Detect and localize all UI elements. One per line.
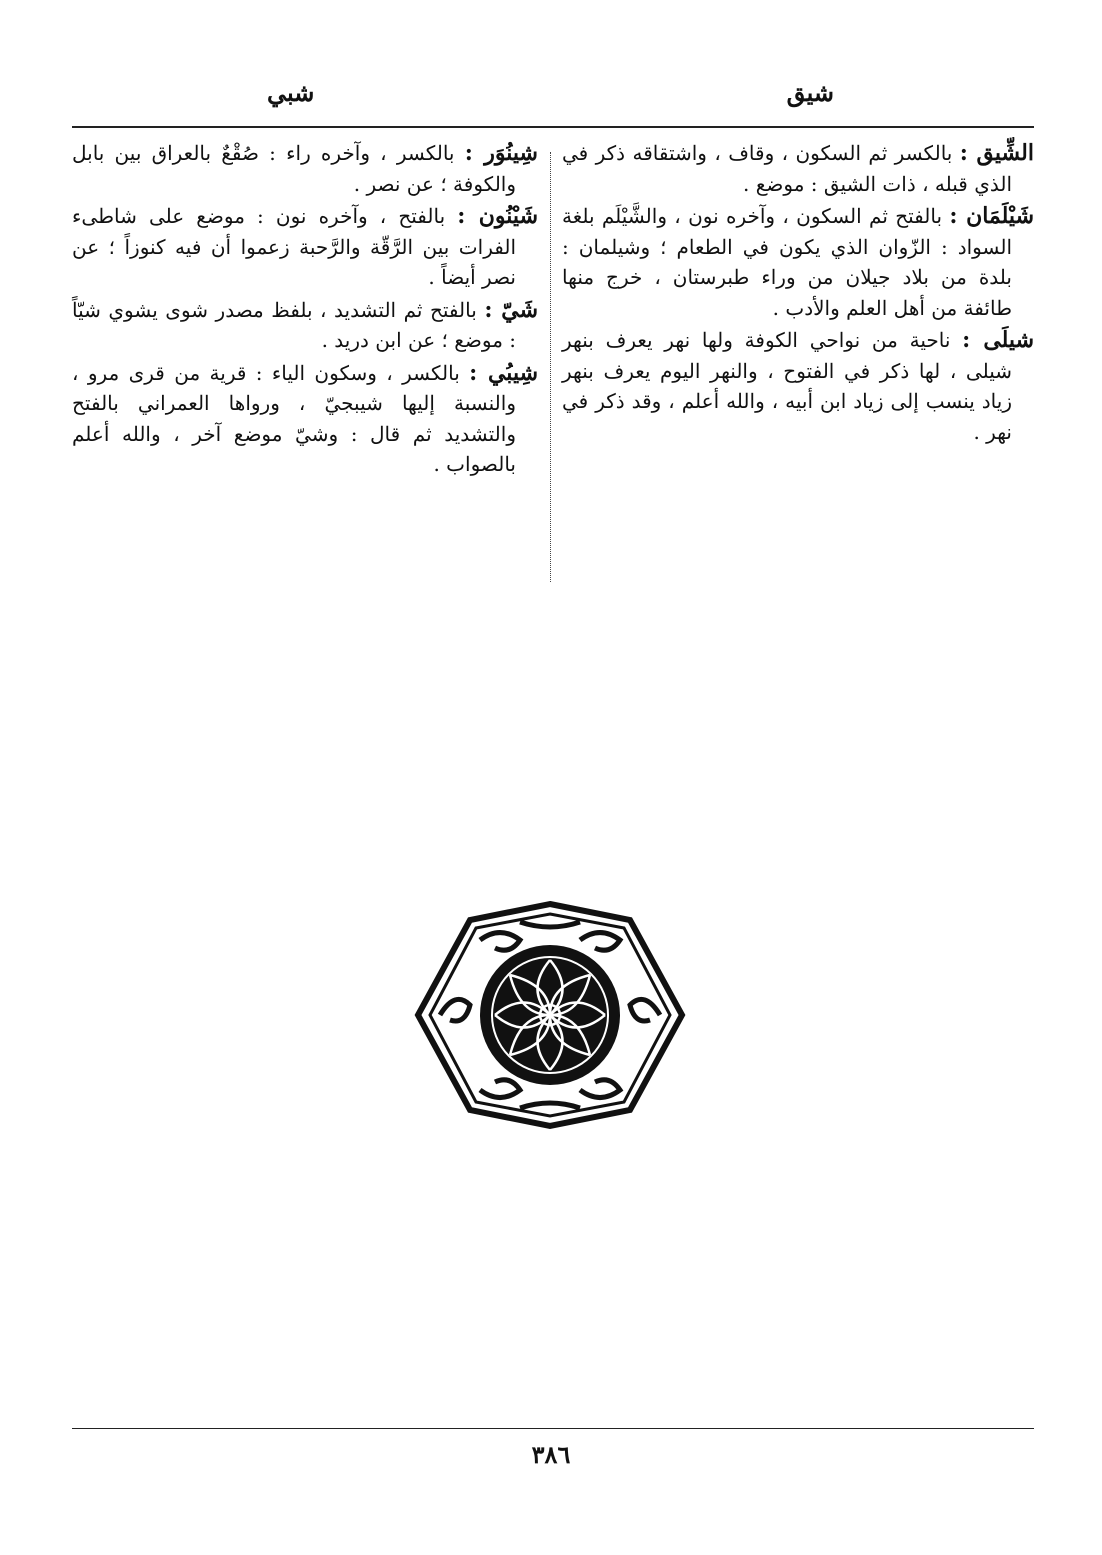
- page-number: ٣٨٦: [531, 1440, 571, 1469]
- entry-text: بالفتح ، وآخره نون : موضع على شاطىء الفرات بين الرَّقّة والرَّحبة زعموا أن فيه كنوزاً ؛ عن نصر أيضاً .: [72, 204, 516, 289]
- entry-headword: شَيْنُون :: [457, 203, 539, 229]
- entry: [72, 295, 538, 356]
- entry: [72, 358, 538, 480]
- footer-rule: [72, 1428, 1034, 1429]
- column-divider: [550, 152, 551, 582]
- running-header: [72, 78, 1034, 118]
- text-columns: [72, 138, 1034, 588]
- entry-text: ناحية من نواحي الكوفة ولها نهر يعرف بنهر شيلى ، لها ذكر في الفتوح ، والنهر اليوم يعرف بنهر زياد ينسب إلى زياد ابن أبيه ، والله أعلم ، وقد ذكر في نهر .: [562, 328, 1012, 444]
- entry-text: بالفتح ثم السكون ، وآخره نون ، والشَّيْلَم بلغة السواد : الزّوان الذي يكون في الطعام ؛ وشيلمان : بلدة من بلاد جيلان من وراء طبرستان ، خرج منها طائفة من أهل العلم والأدب .: [562, 204, 1012, 320]
- header-left-title: شبي: [267, 78, 315, 107]
- arabesque-ornament-icon: [410, 900, 690, 1130]
- entry-headword: شَيْلَمَان :: [949, 203, 1034, 229]
- entry: [562, 201, 1034, 323]
- entry: [562, 325, 1034, 447]
- entry-text: بالكسر ، وآخره راء : صُقْعٌ بالعراق بين بابل والكوفة ؛ عن نصر .: [72, 141, 516, 196]
- entry-headword: شَيّ :: [484, 296, 539, 323]
- right-column: [562, 138, 1034, 449]
- entry: [562, 138, 1034, 199]
- header-right-title: شيق: [786, 78, 834, 107]
- entry-headword: الشِّيق :: [959, 140, 1034, 166]
- entry-text: بالكسر ، وسكون الياء : قرية من قرى مرو ، والنسبة إليها شيبجيّ ، ورواها العمراني بالفتح والتشديد ثم قال : وشيّ موضع آخر ، والله أعلم بالصواب .: [72, 360, 516, 476]
- left-column: [72, 138, 538, 482]
- entry: [72, 201, 538, 293]
- entry-text: بالفتح ثم التشديد ، بلفظ مصدر شوى يشوي شيّاً : موضع ؛ عن ابن دريد .: [72, 297, 516, 352]
- entry-text: بالكسر ثم السكون ، وقاف ، واشتقاقه ذكر في الذي قبله ، ذات الشيق : موضع .: [562, 141, 1012, 196]
- entry: [72, 138, 538, 199]
- header-rule: [72, 126, 1034, 128]
- entry-headword: شِينُوَر :: [464, 140, 538, 166]
- entry-headword: شيلَى :: [962, 327, 1035, 353]
- entry-headword: شِيبُي :: [469, 359, 539, 386]
